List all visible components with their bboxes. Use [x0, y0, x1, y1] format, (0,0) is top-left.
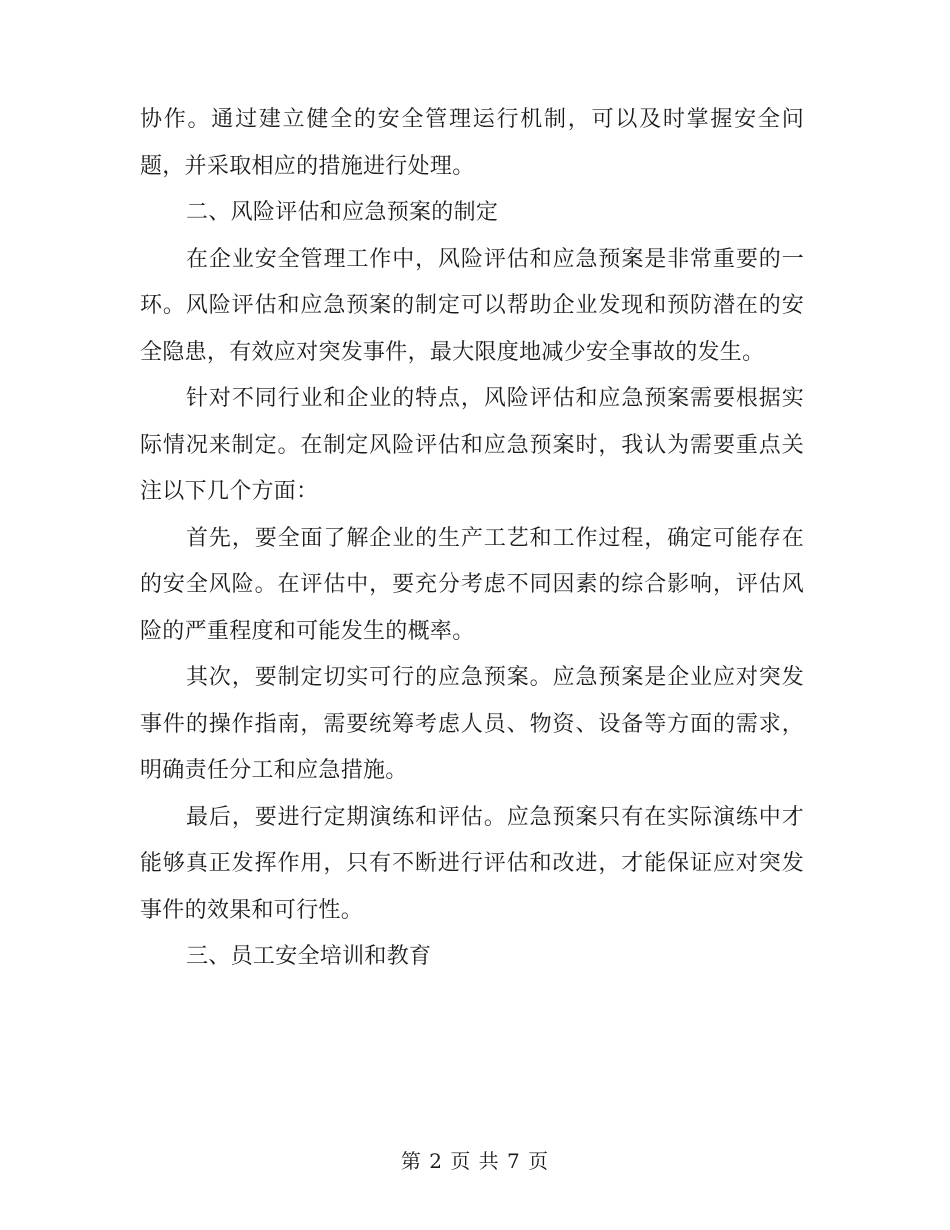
paragraph: 在企业安全管理工作中，风险评估和应急预案是非常重要的一环。风险评估和应急预案的制定可以帮助企业发现和预防潜在的安全隐患，有效应对突发事件，最大限度地减少安全事故的发生。 [140, 246, 804, 365]
section-heading: 二、风险评估和应急预案的制定 [186, 200, 499, 225]
paragraph: 针对不同行业和企业的特点，风险评估和应急预案需要根据实际情况来制定。在制定风险评估和应急预案时，我认为需要重点关注以下几个方面： [140, 386, 804, 504]
page-number-footer: 第 2 页 共 7 页 [400, 1149, 550, 1173]
document-body [140, 97, 804, 981]
section-heading: 三、员工安全培训和教育 [186, 944, 432, 969]
paragraph: 首先，要全面了解企业的生产工艺和工作过程，确定可能存在的安全风险。在评估中，要充分考虑不同因素的综合影响，评估风险的严重程度和可能发生的概率。 [140, 525, 804, 644]
paragraph: 协作。通过建立健全的安全管理运行机制，可以及时掌握安全问题，并采取相应的措施进行处理。 [140, 107, 804, 179]
paragraph: 其次，要制定切实可行的应急预案。应急预案是企业应对突发事件的操作指南，需要统筹考虑人员、物资、设备等方面的需求，明确责任分工和应急措施。 [140, 665, 804, 783]
paragraph: 最后，要进行定期演练和评估。应急预案只有在实际演练中才能够真正发挥作用，只有不断进行评估和改进，才能保证应对突发事件的效果和可行性。 [140, 804, 804, 923]
